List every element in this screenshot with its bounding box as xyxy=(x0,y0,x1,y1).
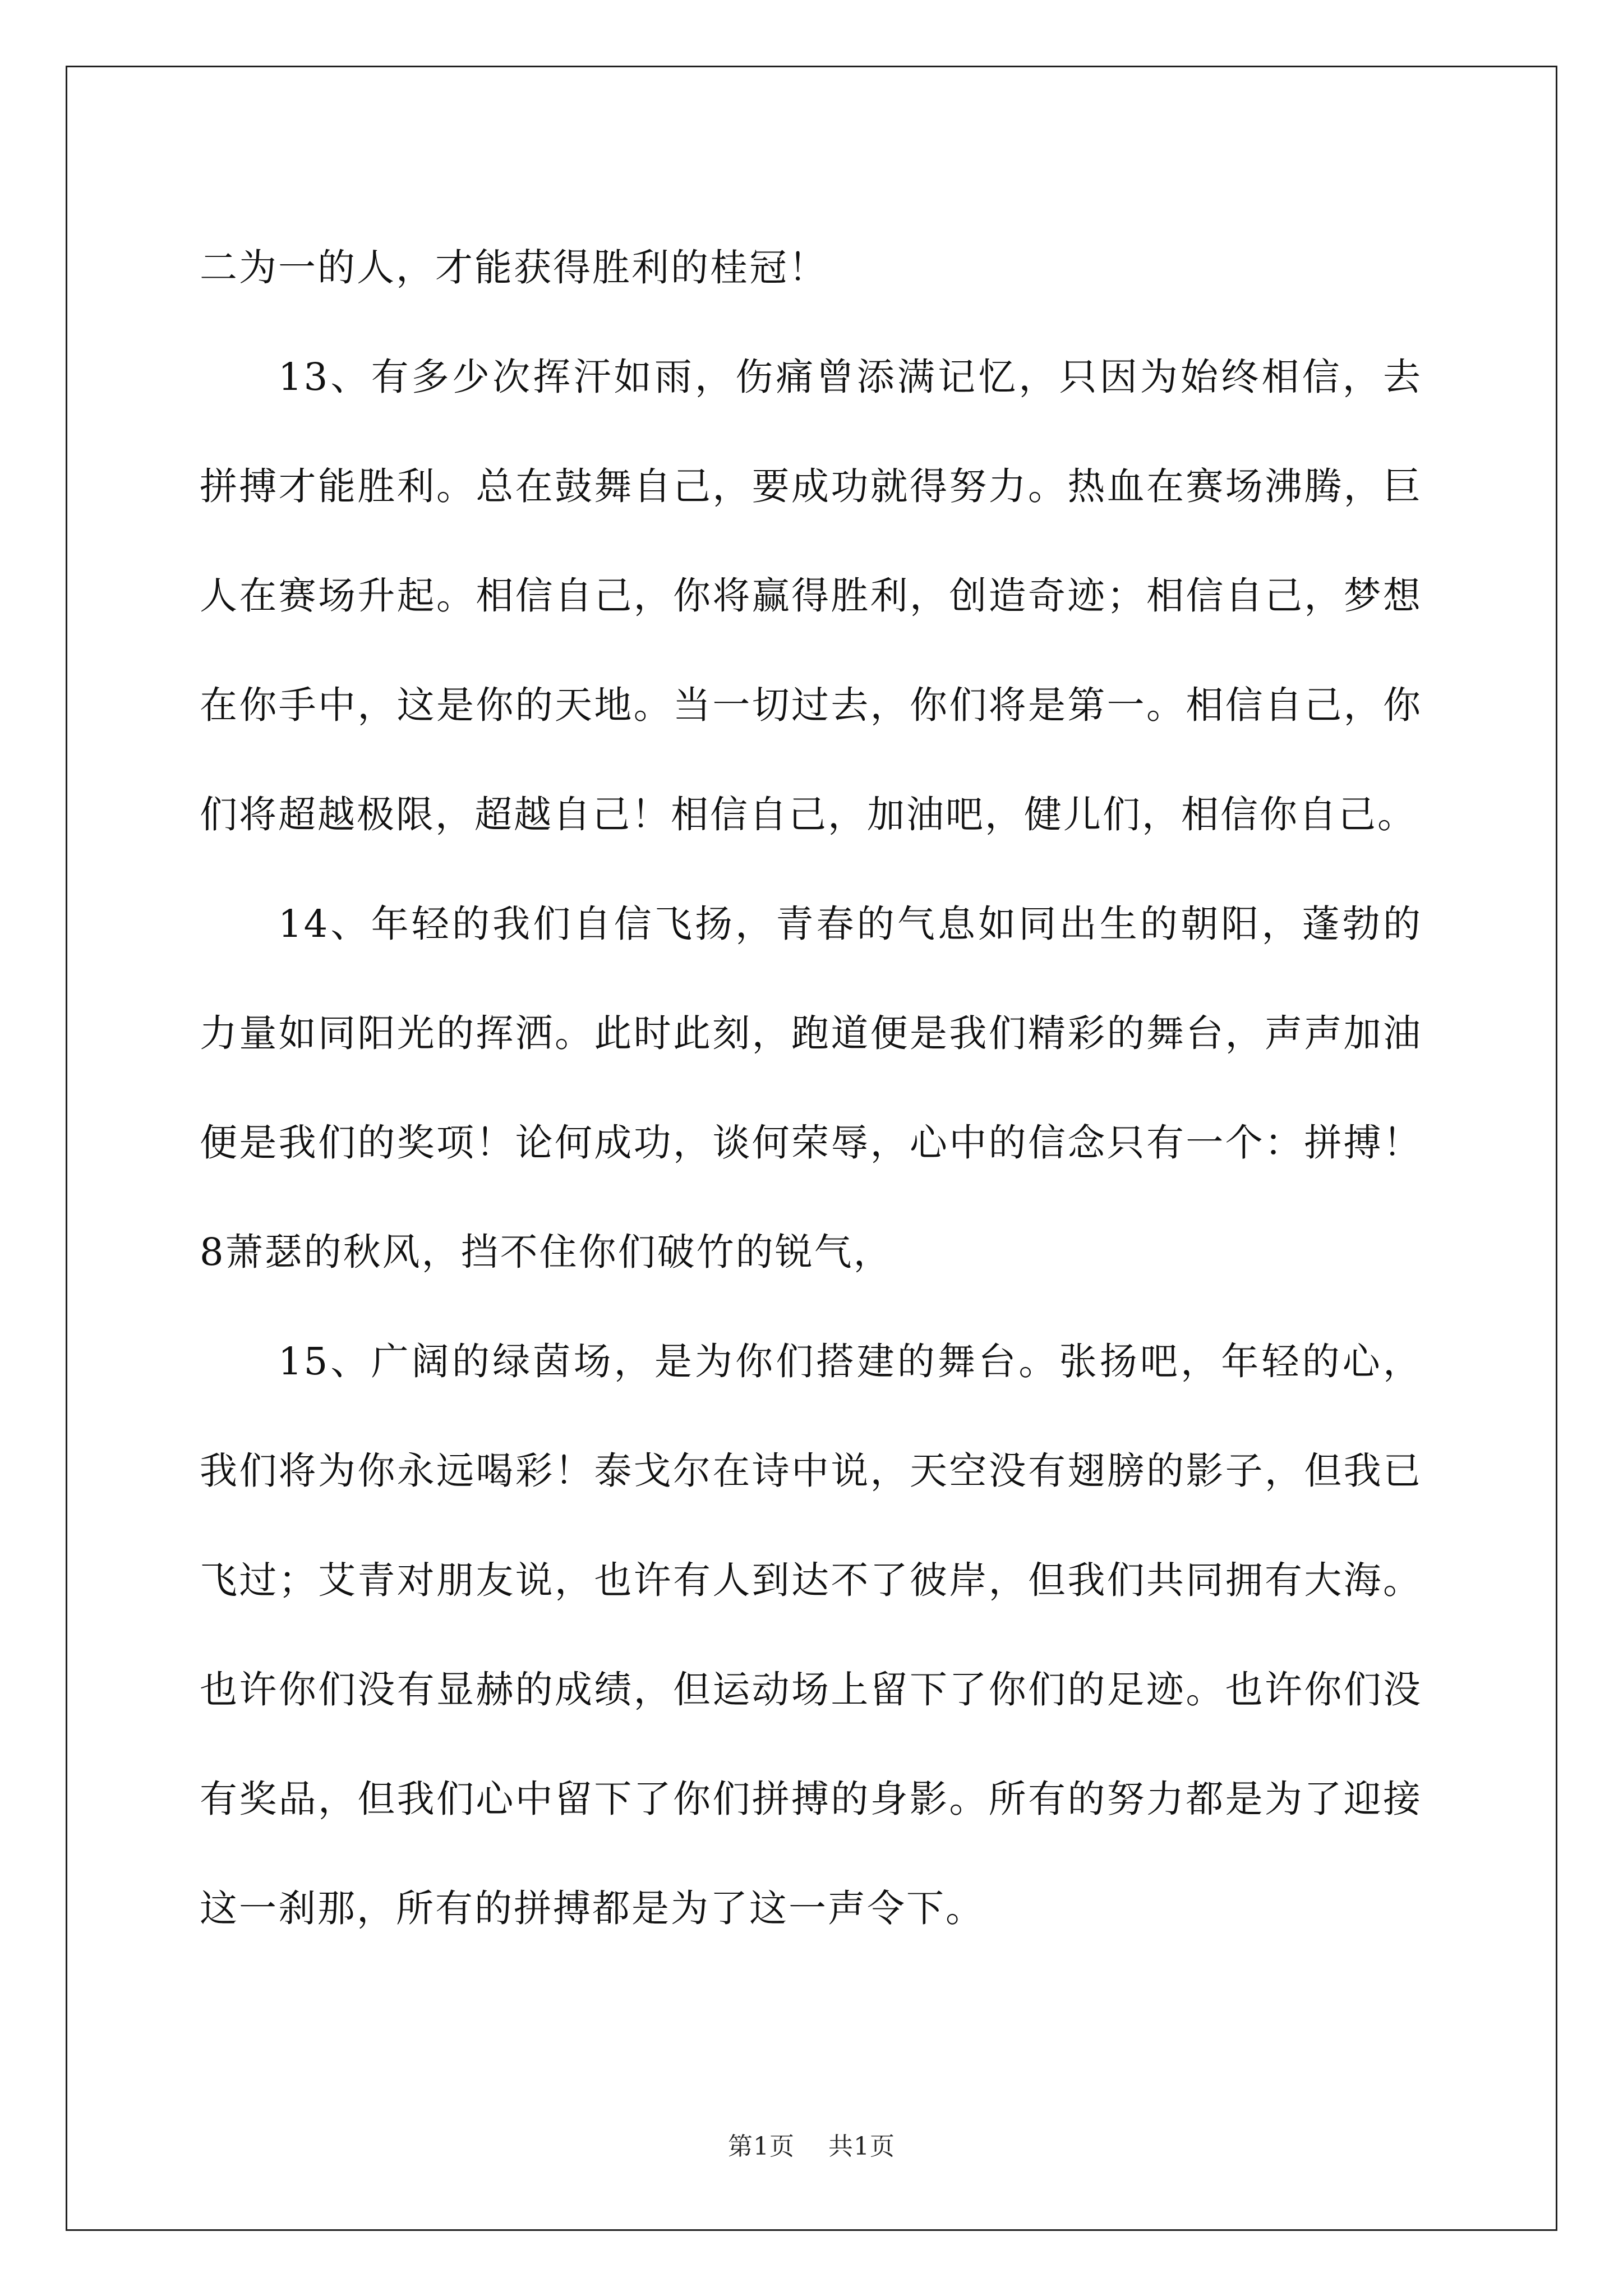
paragraph-14: 14、年轻的我们自信飞扬，青春的气息如同出生的朝阳，蓬勃的力量如同阳光的挥洒。此时此刻，跑道便是我们精彩的舞台，声声加油便是我们的奖项！论何成功，谈何荣辱，心中的信念只有一个：拼搏！8萧瑟的秋风，挡不住你们破竹的锐气， xyxy=(200,902,1422,1274)
page-footer xyxy=(0,2126,1623,2162)
paragraph-15: 15、广阔的绿茵场，是为你们搭建的舞台。张扬吧，年轻的心，我们将为你永远喝彩！泰戈尔在诗中说，天空没有翅膀的影子，但我已飞过；艾青对朋友说，也许有人到达不了彼岸，但我们共同拥有大海。也许你们没有显赫的成绩，但运动场上留下了你们的足迹。也许你们没有奖品，但我们心中留下了你们拼搏的身影。所有的努力都是为了迎接这一刹那，所有的拼搏都是为了这一声令下。 xyxy=(200,1340,1422,1930)
page-number: 第1页 xyxy=(728,2132,795,2161)
paragraph-continuation: 二为一的人，才能获得胜利的桂冠！ xyxy=(200,246,828,289)
paragraph-13: 13、有多少次挥汗如雨，伤痛曾添满记忆，只因为始终相信，去拼搏才能胜利。总在鼓舞自己，要成功就得努力。热血在赛场沸腾，巨人在赛场升起。相信自己，你将赢得胜利，创造奇迹；相信自己，梦想在你手中，这是你的天地。当一切过去，你们将是第一。相信自己，你们将超越极限，超越自己！相信自己，加油吧，健儿们，相信你自己。 xyxy=(200,355,1422,836)
document-body xyxy=(200,213,1422,1963)
page-total: 共1页 xyxy=(828,2132,895,2161)
